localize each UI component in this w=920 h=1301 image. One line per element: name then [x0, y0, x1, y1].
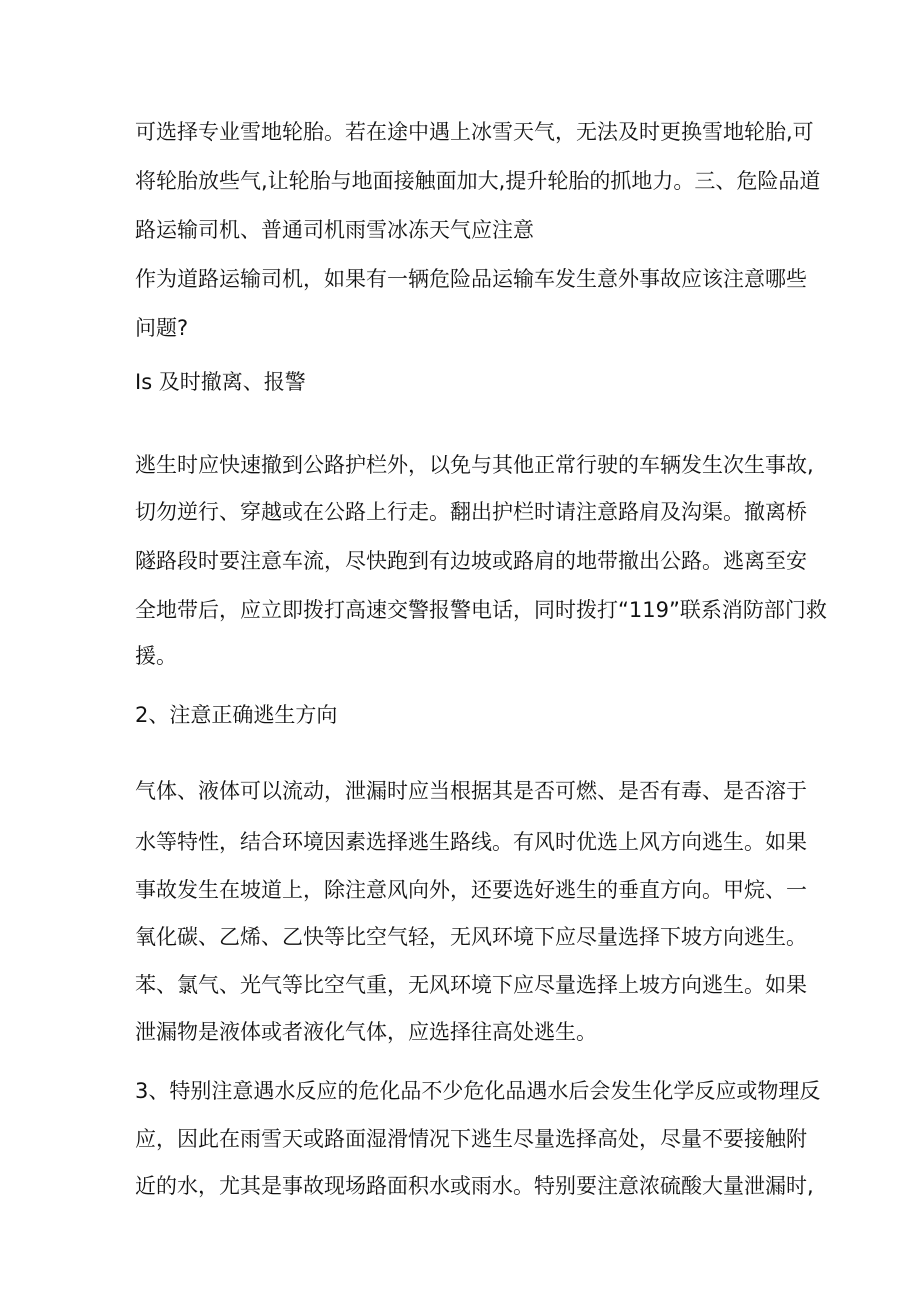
text-line: 隧路段时要注意车流，尽快跑到有边坡或路肩的地带撤出公路。逃离至安: [135, 549, 807, 573]
text-line: 3、特别注意遇水反应的危化品不少危化品遇水后会发生化学反应或物理反: [135, 1079, 821, 1103]
text-line: 事故发生在坡道上，除注意风向外，还要选好逃生的垂直方向。甲烷、一: [135, 878, 807, 902]
section-heading: Is 及时撤离、报警: [135, 370, 306, 394]
text-line: 近的水，尤其是事故现场路面积水或雨水。特别要注意浓硫酸大量泄漏时,: [135, 1174, 814, 1198]
text-line: 应，因此在雨雪天或路面湿滑情况下逃生尽量选择高处，尽量不要接触附: [135, 1127, 807, 1151]
text-line: 泄漏物是液体或者液化气体，应选择往高处逃生。: [135, 1020, 597, 1044]
text-line: 问题?: [135, 316, 189, 340]
text-line: 水等特性，结合环境因素选择逃生路线。有风时优选上风方向逃生。如果: [135, 830, 807, 854]
text-line: 可选择专业雪地轮胎。若在途中遇上冰雪天气，无法及时更换雪地轮胎,可: [135, 120, 814, 144]
text-line: 苯、氯气、光气等比空气重，无风环境下应尽量选择上坡方向逃生。如果: [135, 973, 807, 997]
text-line: 将轮胎放些气,让轮胎与地面接触面加大,提升轮胎的抓地力。三、危险品道: [135, 169, 821, 193]
section-heading: 2、注意正确逃生方向: [135, 703, 338, 727]
text-line: 逃生时应快速撤到公路护栏外，以免与其他正常行驶的车辆发生次生事故,: [135, 453, 814, 477]
text-line: 切勿逆行、穿越或在公路上行走。翻出护栏时请注意路肩及沟渠。撤离桥: [135, 500, 807, 524]
text-line: 氧化碳、乙烯、乙快等比空气轻，无风环境下应尽量选择下坡方向逃生。: [135, 925, 807, 949]
text-line: 路运输司机、普通司机雨雪冰冻天气应注意: [135, 218, 534, 242]
text-line: 全地带后，应立即拨打高速交警报警电话，同时拨打“119”联系消防部门救: [135, 598, 827, 622]
text-line: 气体、液体可以流动，泄漏时应当根据其是否可燃、是否有毒、是否溶于: [135, 779, 807, 803]
text-line: 作为道路运输司机，如果有一辆危险品运输车发生意外事故应该注意哪些: [135, 267, 807, 291]
text-line: 援。: [135, 644, 177, 668]
